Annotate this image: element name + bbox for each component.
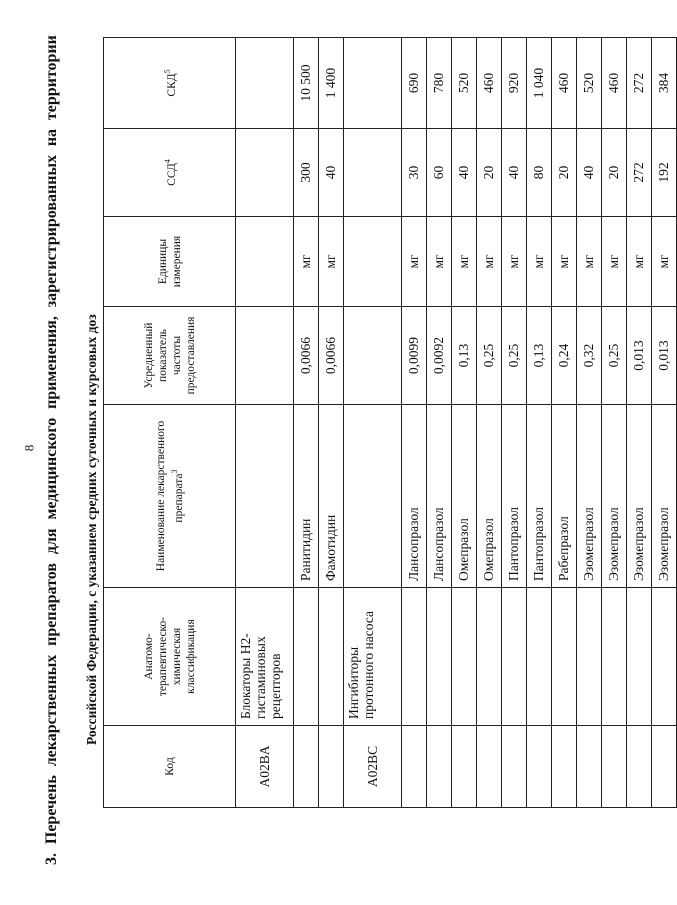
- empty-cell: [427, 588, 452, 726]
- empty-cell: [577, 726, 602, 808]
- table-row: [527, 38, 552, 808]
- frequency-cell: 0,24: [552, 307, 577, 405]
- atc-code: A02BC: [344, 726, 402, 808]
- empty-cell: [236, 38, 294, 129]
- unit-cell: мг: [402, 217, 427, 307]
- skd-cell: 690: [402, 38, 427, 129]
- drug-name-cell: Пантопразол: [502, 405, 527, 588]
- title-word: 3.: [43, 853, 60, 865]
- ssd-cell: 30: [402, 129, 427, 217]
- ssd-cell: 80: [527, 129, 552, 217]
- frequency-cell: 0,0066: [294, 307, 319, 405]
- empty-cell: [477, 726, 502, 808]
- atc-classification: Блокаторы H2-гистаминовых рецепторов: [236, 588, 294, 726]
- header-units: Единицы измерения: [104, 217, 236, 307]
- ssd-cell: 40: [577, 129, 602, 217]
- ssd-cell: 20: [477, 129, 502, 217]
- drug-name-cell: Эзомепразол: [577, 405, 602, 588]
- empty-cell: [452, 588, 477, 726]
- empty-cell: [502, 588, 527, 726]
- empty-cell: [602, 588, 627, 726]
- frequency-cell: 0,0092: [427, 307, 452, 405]
- empty-cell: [527, 726, 552, 808]
- unit-cell: мг: [294, 217, 319, 307]
- unit-cell: мг: [552, 217, 577, 307]
- title-line-2: Российской Федерации, с указанием средних суточных и курсовых доз: [84, 314, 99, 745]
- empty-cell: [294, 726, 319, 808]
- table-body: [236, 38, 677, 808]
- header-frequency: Усредненный показатель частоты предоставления: [104, 307, 236, 405]
- table-row: [602, 38, 627, 808]
- skd-cell: 520: [452, 38, 477, 129]
- ssd-cell: 300: [294, 129, 319, 217]
- header-drug-name: Наименование лекарственного препарата$^3$: [104, 405, 236, 588]
- skd-cell: 10 500: [294, 38, 319, 129]
- atc-classification: Ингибиторы протонного насоса: [344, 588, 402, 726]
- empty-cell: [552, 588, 577, 726]
- header-skd: СКД$^5$: [104, 38, 236, 129]
- ssd-cell: 60: [427, 129, 452, 217]
- empty-cell: [402, 588, 427, 726]
- frequency-cell: 0,25: [502, 307, 527, 405]
- drug-name-cell: Эзомепразол: [627, 405, 652, 588]
- title-word: лекарственных: [43, 654, 60, 767]
- title-word: на: [43, 128, 60, 147]
- title-line-1: [42, 35, 62, 865]
- table-row: [452, 38, 477, 808]
- unit-cell: мг: [577, 217, 602, 307]
- unit-cell: мг: [319, 217, 344, 307]
- empty-cell: [236, 217, 294, 307]
- empty-cell: [344, 405, 402, 588]
- unit-cell: мг: [427, 217, 452, 307]
- empty-cell: [344, 38, 402, 129]
- empty-cell: [319, 588, 344, 726]
- table-row: [294, 38, 319, 808]
- skd-cell: 1 400: [319, 38, 344, 129]
- frequency-cell: 0,13: [452, 307, 477, 405]
- group-row: [344, 38, 402, 808]
- drug-name-cell: Эзомепразол: [602, 405, 627, 588]
- ssd-cell: 40: [452, 129, 477, 217]
- empty-cell: [344, 129, 402, 217]
- ssd-cell: 192: [652, 129, 677, 217]
- ssd-cell: 40: [319, 129, 344, 217]
- table-row: [627, 38, 652, 808]
- drug-name-cell: Ранитидин: [294, 405, 319, 588]
- drug-name-cell: Омепразол: [452, 405, 477, 588]
- unit-cell: мг: [602, 217, 627, 307]
- table-header-row: [104, 38, 236, 808]
- empty-cell: [236, 129, 294, 217]
- empty-cell: [477, 588, 502, 726]
- table-row: [552, 38, 577, 808]
- frequency-cell: 0,013: [652, 307, 677, 405]
- title-word: Перечень: [43, 775, 60, 845]
- drug-name-cell: Эзомепразол: [652, 405, 677, 588]
- frequency-cell: 0,0099: [402, 307, 427, 405]
- empty-cell: [652, 588, 677, 726]
- empty-cell: [236, 307, 294, 405]
- table-row: [319, 38, 344, 808]
- frequency-cell: 0,25: [477, 307, 502, 405]
- empty-cell: [627, 726, 652, 808]
- unit-cell: мг: [452, 217, 477, 307]
- drug-name-cell: Рабепразол: [552, 405, 577, 588]
- drug-name-cell: Пантопразол: [527, 405, 552, 588]
- title-word: зарегистрированных: [43, 155, 60, 308]
- drug-name-cell: Фамотидин: [319, 405, 344, 588]
- unit-cell: мг: [652, 217, 677, 307]
- skd-cell: 520: [577, 38, 602, 129]
- frequency-cell: 0,25: [602, 307, 627, 405]
- table-row: [577, 38, 602, 808]
- empty-cell: [319, 726, 344, 808]
- title-word: для: [43, 528, 60, 555]
- table-row: [502, 38, 527, 808]
- ssd-cell: 20: [552, 129, 577, 217]
- empty-cell: [452, 726, 477, 808]
- empty-cell: [294, 588, 319, 726]
- title-word: применения,: [43, 316, 60, 409]
- skd-cell: 384: [652, 38, 677, 129]
- table-row: [652, 38, 677, 808]
- empty-cell: [627, 588, 652, 726]
- empty-cell: [577, 588, 602, 726]
- skd-cell: 1 040: [527, 38, 552, 129]
- skd-cell: 780: [427, 38, 452, 129]
- drug-name-cell: Лансопразол: [402, 405, 427, 588]
- title-word: медицинского: [43, 417, 60, 520]
- skd-cell: 460: [602, 38, 627, 129]
- drug-name-cell: Омепразол: [477, 405, 502, 588]
- empty-cell: [602, 726, 627, 808]
- empty-cell: [527, 588, 552, 726]
- empty-cell: [344, 217, 402, 307]
- frequency-cell: 0,13: [527, 307, 552, 405]
- skd-cell: 460: [552, 38, 577, 129]
- table-row: [402, 38, 427, 808]
- empty-cell: [344, 307, 402, 405]
- ssd-cell: 272: [627, 129, 652, 217]
- frequency-cell: 0,32: [577, 307, 602, 405]
- table-row: [477, 38, 502, 808]
- drug-name-cell: Лансопразол: [427, 405, 452, 588]
- unit-cell: мг: [627, 217, 652, 307]
- ssd-cell: 40: [502, 129, 527, 217]
- empty-cell: [402, 726, 427, 808]
- empty-cell: [236, 405, 294, 588]
- skd-cell: 460: [477, 38, 502, 129]
- header-classification: Анатомо-терапевтическо-химическая классификация: [104, 588, 236, 726]
- atc-code: A02BA: [236, 726, 294, 808]
- title-word: препаратов: [43, 563, 60, 646]
- table-row: [427, 38, 452, 808]
- unit-cell: мг: [527, 217, 552, 307]
- header-ssd: ССД$^4$: [104, 129, 236, 217]
- unit-cell: мг: [477, 217, 502, 307]
- ssd-cell: 20: [602, 129, 627, 217]
- header-code: Код: [104, 726, 236, 808]
- page-number: 8: [21, 444, 37, 452]
- empty-cell: [427, 726, 452, 808]
- unit-cell: мг: [502, 217, 527, 307]
- group-row: [236, 38, 294, 808]
- empty-cell: [552, 726, 577, 808]
- empty-cell: [502, 726, 527, 808]
- document-title: [42, 35, 62, 865]
- empty-cell: [652, 726, 677, 808]
- skd-cell: 272: [627, 38, 652, 129]
- title-word: территории: [43, 35, 60, 121]
- skd-cell: 920: [502, 38, 527, 129]
- drug-table: [103, 37, 677, 808]
- frequency-cell: 0,0066: [319, 307, 344, 405]
- frequency-cell: 0,013: [627, 307, 652, 405]
